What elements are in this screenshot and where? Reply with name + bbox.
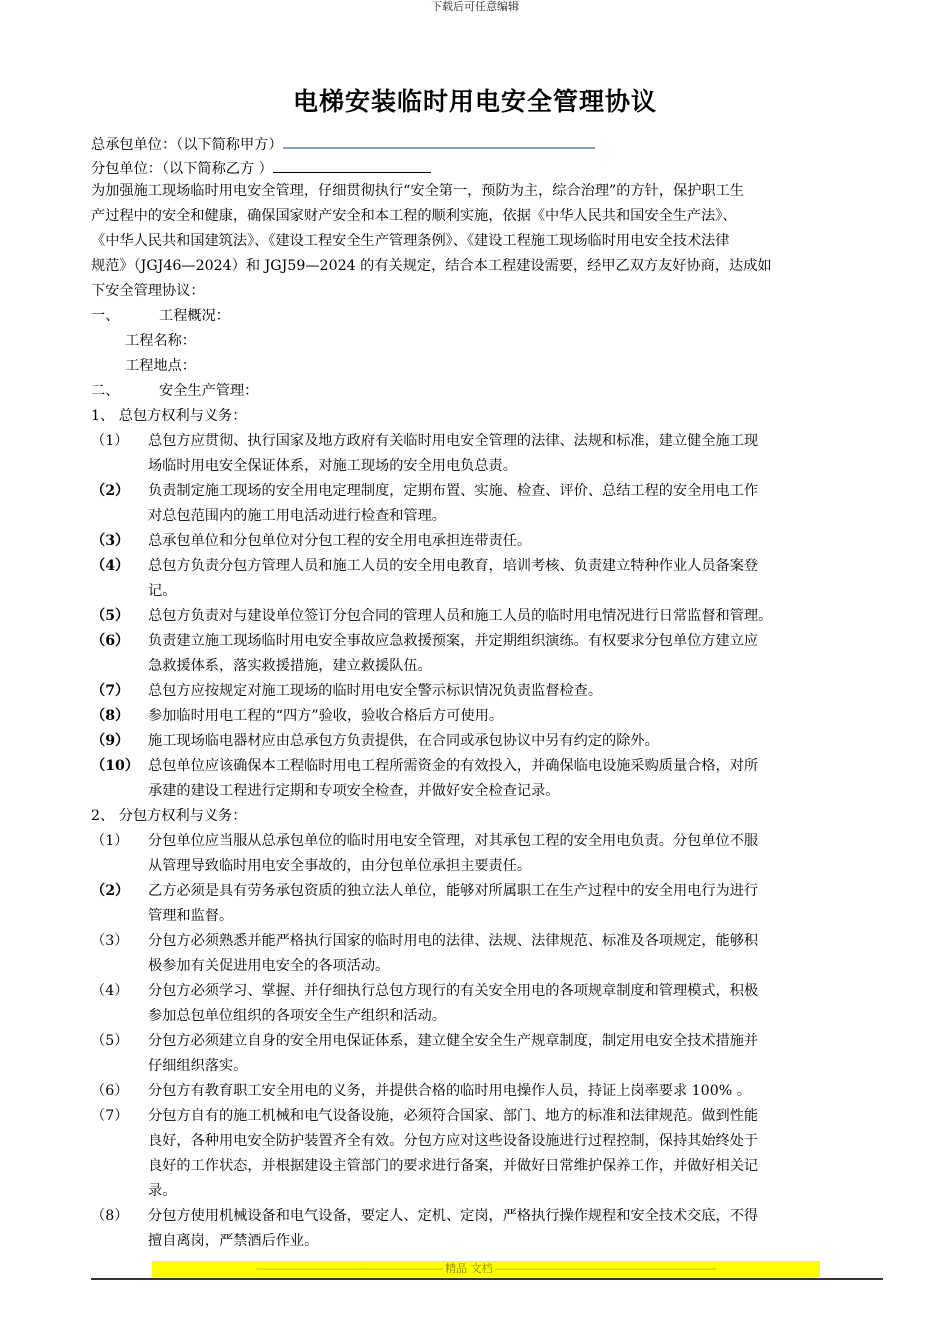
- item-text: [148, 529, 885, 554]
- item-text: [148, 679, 885, 704]
- item-number: （6）: [91, 633, 130, 649]
- item-line: 分包单位应当服从总承包单位的临时用电安全管理，对其承包工程的安全用电负责。分包单位不服: [148, 833, 759, 849]
- section-1-heading: [91, 304, 885, 329]
- item-text: [148, 704, 885, 729]
- list-item: [91, 1204, 885, 1254]
- list-item: [91, 879, 885, 929]
- section-2-heading: [91, 379, 885, 404]
- subcontractor-label: 分包单位：（以下简称乙方 ）: [91, 161, 273, 177]
- intro-line: 下安全管理协议：: [91, 283, 205, 299]
- project-location-label: 工程地点：: [125, 358, 196, 374]
- item-number: （1）: [91, 833, 129, 849]
- list-item: [91, 704, 885, 729]
- item-number: （3）: [91, 533, 130, 549]
- item-text: [148, 479, 885, 529]
- list-item: [91, 679, 885, 704]
- item-text: [148, 829, 885, 879]
- list-item: [91, 629, 885, 679]
- item-number: （5）: [91, 1033, 129, 1049]
- item-number: （4）: [91, 983, 129, 999]
- list-item: [91, 829, 885, 879]
- item-text: [148, 754, 885, 804]
- subcontractor-line: [91, 154, 885, 179]
- footer-dashes-left: ------------------------------------------------------------: [256, 1262, 444, 1275]
- section-1-number: 一、: [91, 308, 120, 324]
- item-line: 场临时用电安全保证体系，对施工现场的安全用电负总责。: [148, 458, 517, 474]
- item-line: 总包方负责分包方管理人员和施工人员的安全用电教育，培训考核、负责建立特种作业人员备案登: [148, 558, 759, 574]
- item-line: 记。: [148, 583, 177, 599]
- header-note: 下载后可任意编辑: [431, 0, 519, 13]
- item-line: 总包方应按规定对施工现场的临时用电安全警示标识情况负责监督检查。: [148, 683, 603, 699]
- list-item: [91, 729, 885, 754]
- item-line: 良好，各种用电安全防护装置齐全有效。分包方应对这些设备设施进行过程控制，保持其始终处于: [148, 1133, 759, 1149]
- item-line: 对总包范围内的施工用电活动进行检查和管理。: [148, 508, 446, 524]
- general-contractor-blank: [283, 129, 595, 149]
- item-text: [148, 929, 885, 979]
- general-contractor-label: 总承包单位：（以下简称甲方）: [91, 137, 283, 153]
- part-2-heading: 2、 分包方权利与义务：: [91, 808, 247, 824]
- intro-paragraph: [91, 179, 885, 304]
- item-number: （3）: [91, 933, 129, 949]
- intro-line: 为加强施工现场临时用电安全管理，仔细贯彻执行“安全第一，预防为主，综合治理”的方针，保护职工生: [91, 183, 744, 199]
- item-line: 分包方使用机械设备和电气设备，要定人、定机、定岗，严格执行操作规程和安全技术交底，不得: [148, 1208, 759, 1224]
- item-number: （4）: [91, 558, 130, 574]
- item-line: 乙方必须是具有劳务承包资质的独立法人单位，能够对所属职工在生产过程中的安全用电行为进行: [148, 883, 759, 899]
- item-line: 分包方必须建立自身的安全用电保证体系，建立健全安全生产规章制度，制定用电安全技术措施并: [148, 1033, 759, 1049]
- item-text: [148, 1029, 885, 1079]
- item-line: 负责制定施工现场的安全用电定理制度，定期布置、实施、检查、评价、总结工程的安全用电工作: [148, 483, 759, 499]
- item-number: （10）: [91, 758, 140, 774]
- list-item: [91, 929, 885, 979]
- item-number: （2）: [91, 883, 130, 899]
- part-1-heading: 1、 总包方权利与义务：: [91, 408, 247, 424]
- section-2-title: 安全生产管理：: [159, 383, 259, 399]
- general-contractor-line: [91, 129, 885, 154]
- item-line: 施工现场临电器材应由总承包方负责提供，在合同或承包协议中另有约定的除外。: [148, 733, 659, 749]
- item-line: 参加临时用电工程的“四方”验收，验收合格后方可使用。: [148, 708, 504, 724]
- item-text: [148, 604, 885, 629]
- item-text: [148, 1104, 885, 1204]
- item-line: 急救援体系，落实救援措施，建立救援队伍。: [148, 658, 432, 674]
- list-item: [91, 1029, 885, 1079]
- intro-line: 产过程中的安全和健康，确保国家财产安全和本工程的顺利实施，依据《中华人民共和国安全生产法》、: [91, 208, 737, 224]
- item-number: （6）: [91, 1083, 129, 1099]
- item-line: 仔细组织落实。: [148, 1058, 248, 1074]
- item-number: （9）: [91, 733, 130, 749]
- item-line: 擅自离岗，严禁酒后作业。: [148, 1233, 319, 1249]
- item-number: （2）: [91, 483, 130, 499]
- item-number: （7）: [91, 1108, 129, 1124]
- project-name-label: 工程名称：: [125, 333, 196, 349]
- footer-banner: [152, 1261, 820, 1277]
- item-line: 分包方必须学习、掌握、并仔细执行总包方现行的有关安全用电的各项规章制度和管理模式，积极: [148, 983, 759, 999]
- item-line: 总承包单位和分包单位对分包工程的安全用电承担连带责任。: [148, 533, 532, 549]
- item-text: [148, 554, 885, 604]
- section-1-title: 工程概况：: [159, 308, 230, 324]
- item-line: 总包方应贯彻、执行国家及地方政府有关临时用电安全管理的法律、法规和标准，建立健全施工现: [148, 433, 759, 449]
- item-line: 参加总包单位组织的各项安全生产组织和活动。: [148, 1008, 446, 1024]
- section-2-number: 二、: [91, 383, 120, 399]
- item-line: 极参加有关促进用电安全的各项活动。: [148, 958, 390, 974]
- item-line: 总包单位应该确保本工程临时用电工程所需资金的有效投入，并确保临电设施采购质量合格，对所: [148, 758, 759, 774]
- item-line: 分包方自有的施工机械和电气设备设施，必须符合国家、部门、地方的标准和法律规范。做到性能: [148, 1108, 759, 1124]
- intro-line: 《中华人民共和国建筑法》、《建设工程安全生产管理条例》、《建设工程施工现场临时用电安全技术法律: [91, 233, 730, 249]
- list-item: [91, 754, 885, 804]
- item-text: [148, 429, 885, 479]
- item-line: 分包方有教育职工安全用电的义务，并提供合格的临时用电操作人员，持证上岗率要求 100% 。: [148, 1083, 751, 1099]
- list-item: [91, 554, 885, 604]
- list-item: [91, 529, 885, 554]
- item-text: [148, 1204, 885, 1254]
- document-body: [91, 129, 885, 1254]
- part-2-list: [91, 829, 885, 1254]
- item-line: 管理和监督。: [148, 908, 234, 924]
- list-item: [91, 479, 885, 529]
- footer-label: 精品 文档: [445, 1262, 493, 1275]
- list-item: [91, 1104, 885, 1204]
- item-text: [148, 629, 885, 679]
- item-line: 承建的建设工程进行定期和专项安全检查，并做好安全检查记录。: [148, 783, 560, 799]
- item-number: （5）: [91, 608, 130, 624]
- item-line: 录。: [148, 1183, 177, 1199]
- footer-dashes-right: -----------------------------------------------------------------------: [494, 1262, 716, 1275]
- part-1-list: [91, 429, 885, 804]
- subcontractor-blank: [273, 154, 431, 173]
- item-number: （8）: [91, 1208, 129, 1224]
- item-line: 分包方必须熟悉并能严格执行国家的临时用电的法律、法规、法律规范、标准及各项规定，能够积: [148, 933, 759, 949]
- item-text: [148, 979, 885, 1029]
- list-item: [91, 1079, 885, 1104]
- item-line: 总包方负责对与建设单位签订分包合同的管理人员和施工人员的临时用电情况进行日常监督和管理。: [148, 608, 773, 624]
- item-line: 从管理导致临时用电安全事故的，由分包单位承担主要责任。: [148, 858, 532, 874]
- item-text: [148, 879, 885, 929]
- list-item: [91, 979, 885, 1029]
- item-text: [148, 729, 885, 754]
- intro-line: 规范》（JGJ46—2024）和 JGJ59—2024 的有关规定，结合本工程建设需要，经甲乙双方友好协商，达成如: [91, 258, 772, 274]
- footer-rule: [91, 1278, 883, 1280]
- item-number: （7）: [91, 683, 130, 699]
- item-text: [148, 1079, 885, 1104]
- item-line: 良好的工作状态，并根据建设主管部门的要求进行备案，并做好日常维护保养工作，并做好相关记: [148, 1158, 759, 1174]
- item-line: 负责建立施工现场临时用电安全事故应急救援预案，并定期组织演练。有权要求分包单位方建立应: [148, 633, 759, 649]
- item-number: （8）: [91, 708, 130, 724]
- item-number: （1）: [91, 433, 129, 449]
- list-item: [91, 429, 885, 479]
- document-title: 电梯安装临时用电安全管理协议: [292, 87, 657, 116]
- list-item: [91, 604, 885, 629]
